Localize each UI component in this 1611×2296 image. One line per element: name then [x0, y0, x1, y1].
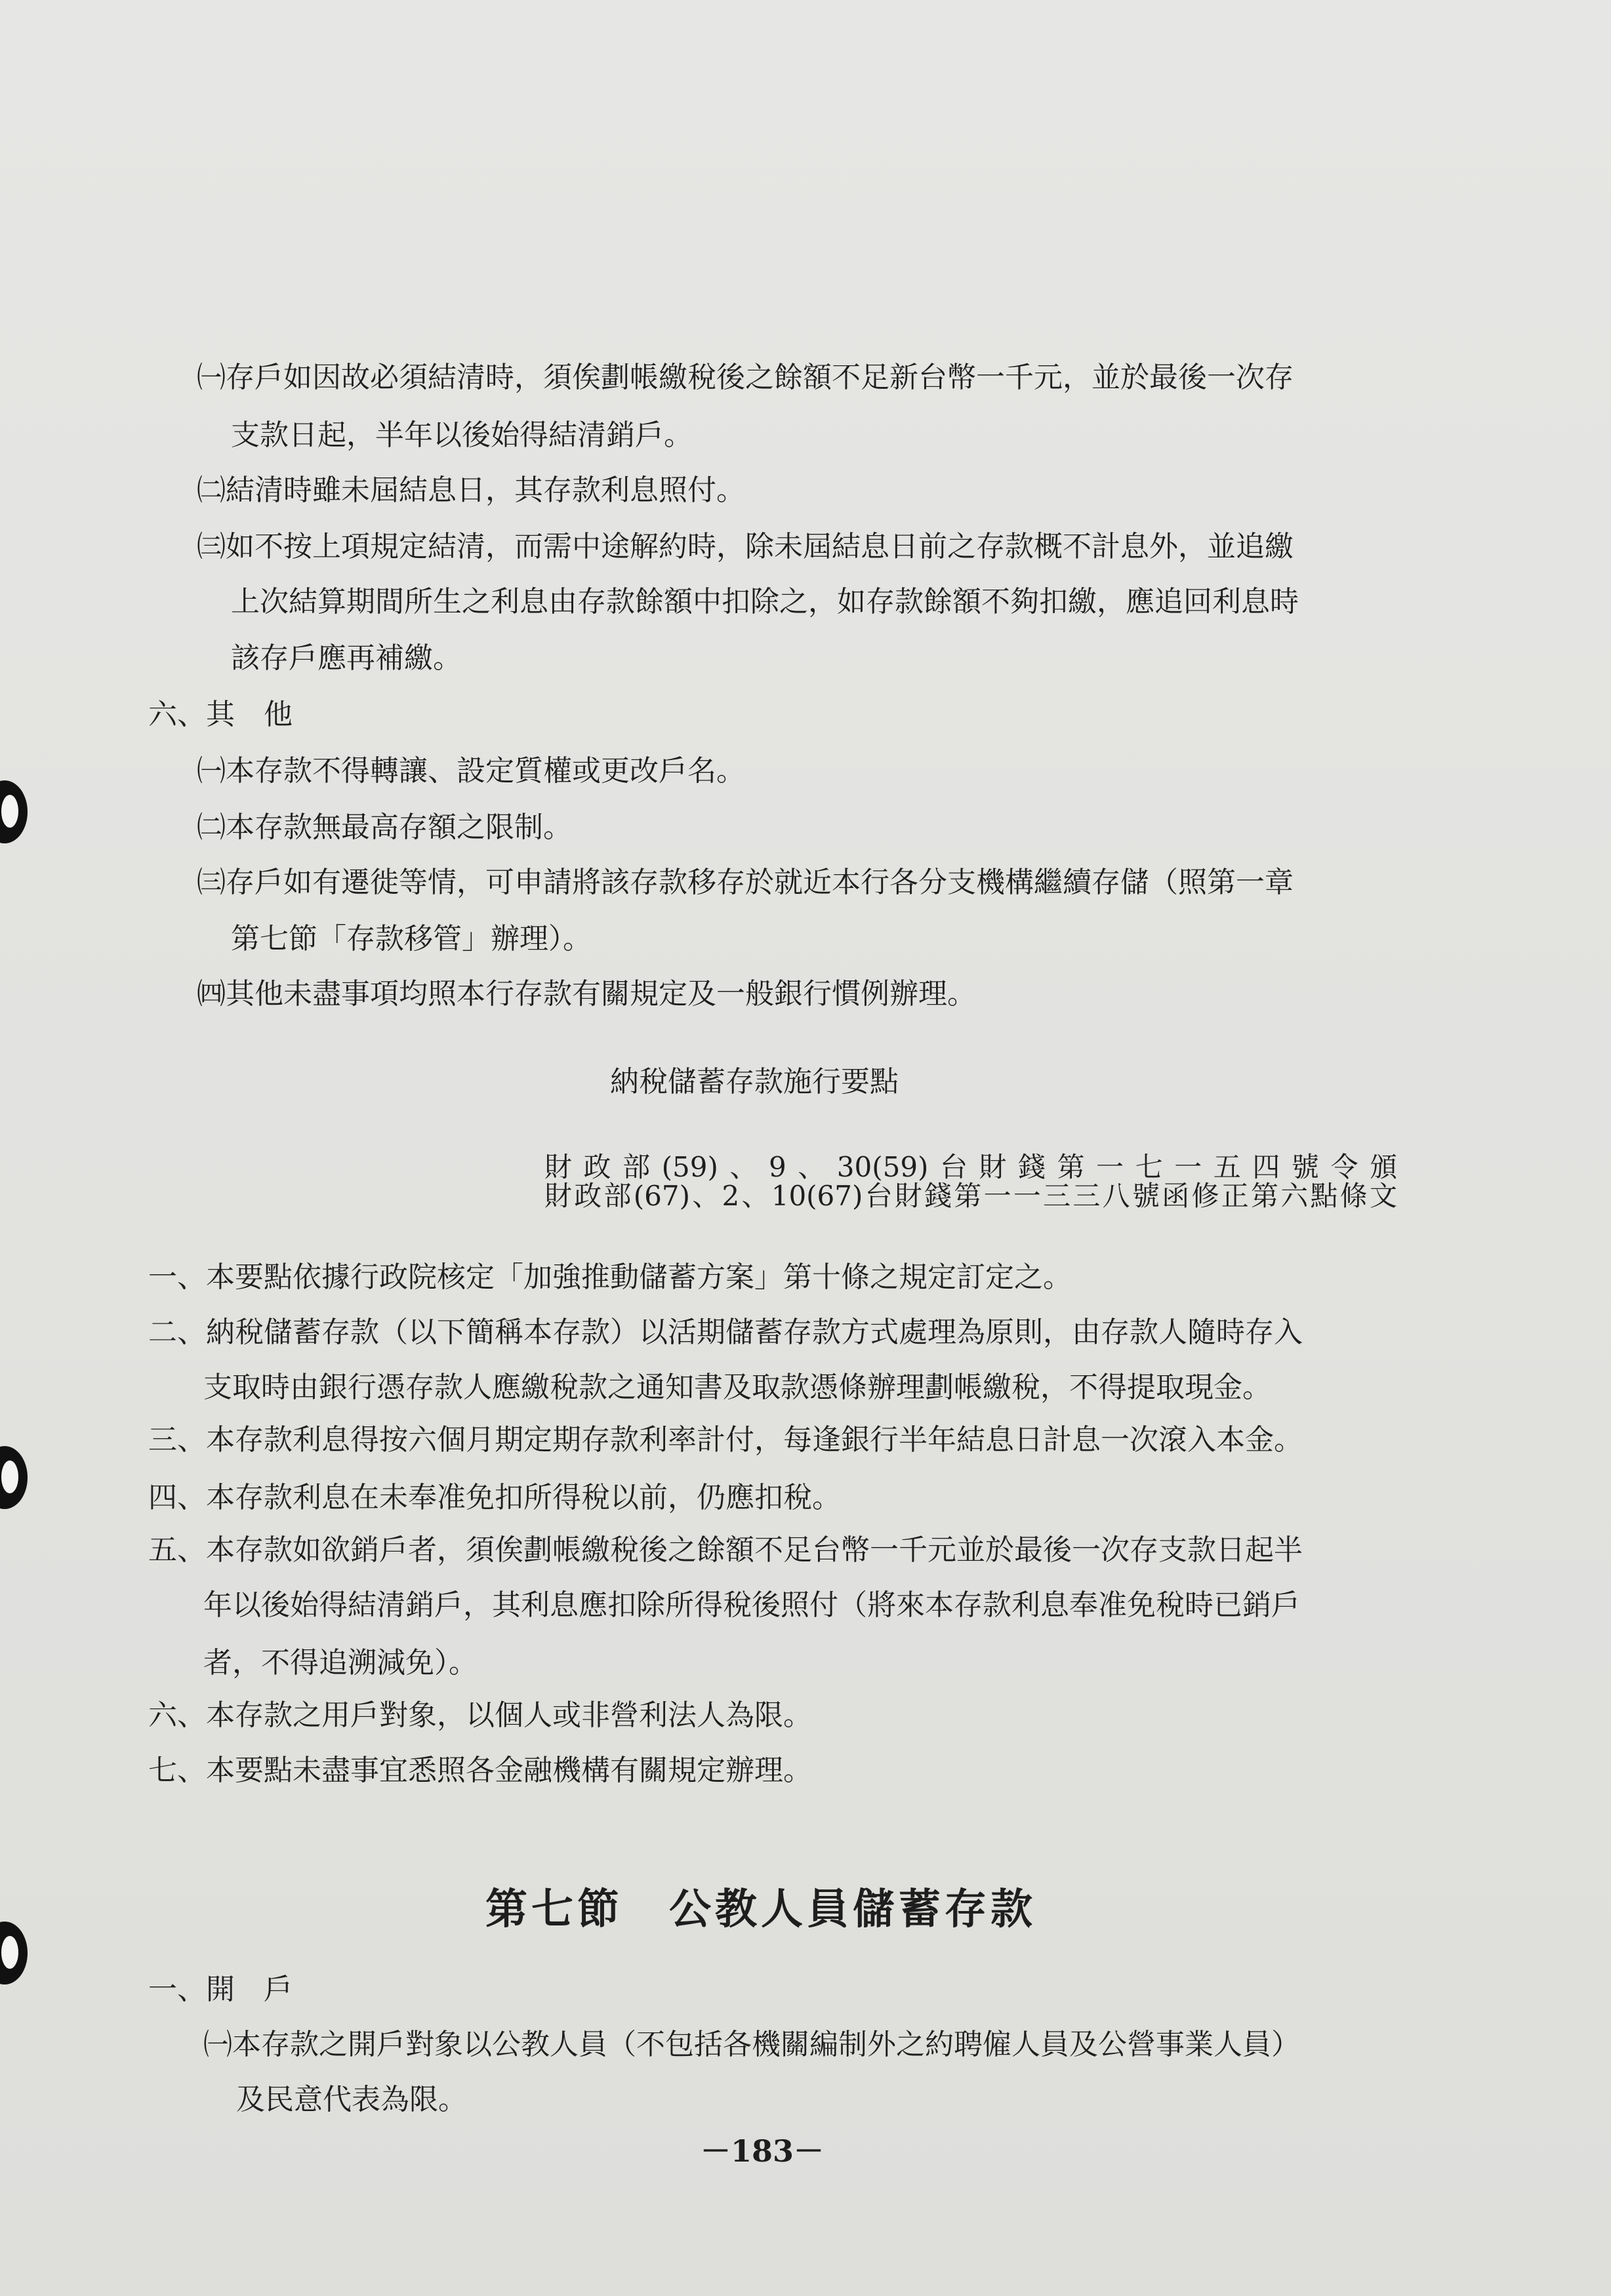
text-line: 第七節「存款移管」辦理）。: [231, 922, 592, 956]
text-line: 七、本要點未盡事宜悉照各金融機構有關規定辦理。: [148, 1754, 812, 1787]
text-line: ㈠本存款不得轉讓、設定質權或更改戶名。: [197, 754, 745, 788]
text-line: 六、本存款之用戶對象，以個人或非營利法人為限。: [148, 1699, 812, 1732]
text-line: ㈡結清時雖未屆結息日，其存款利息照付。: [197, 473, 745, 507]
text-line: 及民意代表為限。: [236, 2083, 467, 2116]
text-line: 支取時由銀行憑存款人應繳稅款之通知書及取款憑條辦理劃帳繳稅，不得提取現金。: [203, 1371, 1271, 1404]
text-line: 一、本要點依據行政院核定「加強推動儲蓄方案」第十條之規定訂定之。: [148, 1260, 1072, 1294]
text-line: 二、納稅儲蓄存款（以下簡稱本存款）以活期儲蓄存款方式處理為原則，由存款人隨時存入: [148, 1316, 1303, 1349]
text-line: ㈠本存款之開戶對象以公教人員（不包括各機關編制外之約聘僱人員及公營事業人員）: [203, 2028, 1300, 2061]
section-heading: 六、其 他: [148, 698, 293, 731]
text-line: 年以後始得結清銷戶，其利息應扣除所得稅後照付（將來本存款利息奉准免稅時已銷戶: [203, 1588, 1300, 1622]
document-subtitle: 納稅儲蓄存款施行要點: [610, 1065, 899, 1098]
section-title: 第七節 公教人員儲蓄存款: [485, 1885, 1036, 1934]
text-line: 五、本存款如欲銷戶者，須俟劃帳繳稅後之餘額不足台幣一千元並於最後一次存支款日起半: [148, 1533, 1303, 1567]
text-line: ㈣其他未盡事項均照本行存款有關規定及一般銀行慣例辦理。: [197, 977, 976, 1011]
decree-line: 財政部(67)、2、10(67)台財錢第一一三三八號函修正第六點條文: [544, 1180, 1397, 1212]
page-number: －183－: [701, 2133, 825, 2169]
text-line: ㈠存戶如因故必須結清時，須俟劃帳繳稅後之餘額不足新台幣一千元，並於最後一次存: [197, 361, 1294, 394]
text-line: 四、本存款利息在未奉准免扣所得稅以前，仍應扣稅。: [148, 1481, 841, 1514]
text-line: ㈡本存款無最高存額之限制。: [197, 811, 572, 844]
decree-line: 財政部(59)、9、30(59)台財錢第一七一五四號令頒: [544, 1151, 1397, 1183]
text-line: 上次結算期間所生之利息由存款餘額中扣除之，如存款餘額不夠扣繳，應追回利息時: [231, 585, 1299, 618]
text-line: 支款日起，半年以後始得結清銷戶。: [231, 418, 693, 452]
section-heading: 一、開 戶: [148, 1973, 293, 2006]
text-line: 三、本存款利息得按六個月期定期存款利率計付，每逢銀行半年結息日計息一次滾入本金。: [148, 1423, 1303, 1457]
text-line: 者，不得追溯減免）。: [203, 1646, 478, 1680]
text-line: 該存戶應再補繳。: [231, 641, 462, 675]
text-line: ㈢存戶如有遷徙等情，可申請將該存款移存於就近本行各分支機構繼續存儲（照第一章: [197, 866, 1294, 899]
text-line: ㈢如不按上項規定結清，而需中途解約時，除未屆結息日前之存款概不計息外，並追繳: [197, 530, 1294, 563]
